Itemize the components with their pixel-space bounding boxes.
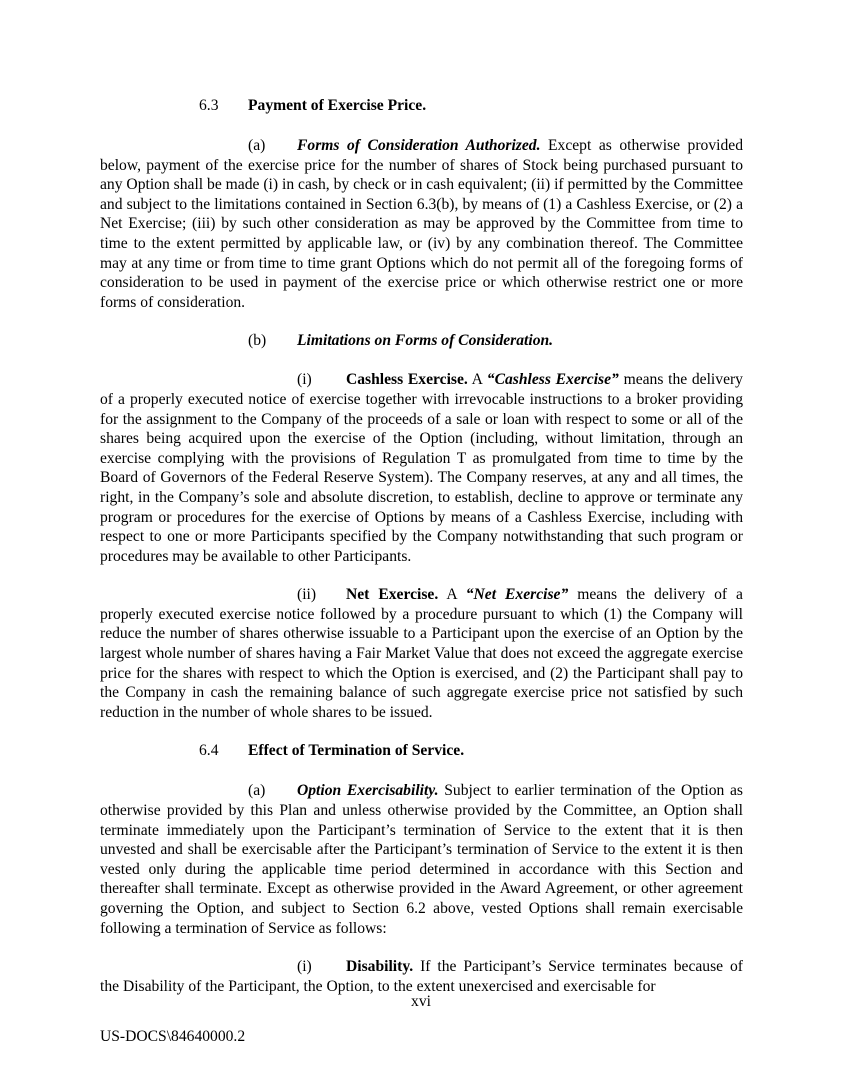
paragraph-6-3-b-ii	[100, 585, 743, 722]
section-title: Effect of Termination of Service.	[248, 742, 465, 760]
document-id: US-DOCS\84640000.2	[100, 1028, 246, 1045]
subclause-title: Cashless Exercise.	[346, 371, 468, 389]
subclause-pre: A	[467, 371, 487, 389]
subclause-text: means the delivery of a properly executed notice of exercise together with irrevocable instructions to a broker providing for the assignment to the Company of the proceeds of a sale or loan with respect to some or all of the shares being acquired upon the exercise of the Option (including, without limitation, through an exercise complying with the provisions of Regulation T as promulgated from time to time by the Board of Governors of the Federal Reserve System). The Company reserves, at any and all times, the right, in the Company’s sole and absolute discretion, to establish, decline to approve or terminate any program or procedures for the exercise of Options by means of a Cashless Exercise, including with respect to one or more Participants specified by the Company notwithstanding that such program or procedures may be available to other Participants.	[100, 371, 743, 565]
page-number: xvi	[411, 993, 431, 1010]
clause-label: (a)	[248, 782, 266, 800]
clause-label: (b)	[248, 332, 267, 350]
section-number: 6.3	[199, 97, 219, 114]
clause-6-3-b-heading	[100, 331, 743, 351]
clause-label: (a)	[248, 137, 266, 154]
section-6-3-heading	[100, 96, 743, 116]
subclause-text: If the Participant’s Service terminates because of the Disability of the Participant, the Option, to the extent unexercised and exercisable for	[100, 958, 743, 995]
clause-title: Option Exercisability.	[297, 782, 439, 800]
paragraph-6-3-a	[100, 136, 743, 312]
section-title: Payment of Exercise Price.	[248, 97, 427, 114]
defined-term: “Cashless Exercise”	[486, 371, 619, 389]
subclause-pre: A	[438, 586, 466, 604]
subclause-title: Disability.	[346, 958, 414, 976]
clause-text: Except as otherwise provided below, payment of the exercise price for the number of shares of Stock being purchased pursuant to any Option shall be made (i) in cash, by check or in cash equivalent; (ii) if permitted by the Committee and subject to the limitations contained in Section 6.3(b), by means of (1) a Cashless Exercise, or (2) a Net Exercise; (iii) by such other consideration as may be approved by the Committee from time to time to the extent permitted by applicable law, or (iv) by any combination thereof. The Committee may at any time or from time to time grant Options which do not permit all of the foregoing forms of consideration to be used in payment of the exercise price or which otherwise restrict one or more forms of consideration.	[100, 137, 743, 311]
subclause-text: means the delivery of a properly executed exercise notice followed by a procedure pursuant to which (1) the Company will reduce the number of shares otherwise issuable to a Participant upon the exercise of an Option by the largest whole number of shares having a Fair Market Value that does not exceed the aggregate exercise price for the shares with respect to which the Option is exercised, and (2) the Participant shall pay to the Company in cash the remaining balance of such aggregate exercise price not satisfied by such reduction in the number of whole shares to be issued.	[100, 586, 743, 721]
paragraph-6-3-b-i	[100, 370, 743, 566]
document-page	[100, 96, 743, 1015]
section-number: 6.4	[199, 742, 219, 760]
paragraph-6-4-a	[100, 781, 743, 938]
subclause-label: (ii)	[297, 586, 317, 604]
clause-title: Forms of Consideration Authorized.	[297, 137, 541, 154]
subclause-label: (i)	[297, 371, 312, 389]
section-6-4-heading	[100, 741, 743, 761]
clause-text: Subject to earlier termination of the Option as otherwise provided by this Plan and unless otherwise provided by the Committee, an Option shall terminate immediately upon the Participant’s termination of Service to the extent that it is then unvested and shall be exercisable after the Participant’s termination of Service to the extent it is then vested only during the applicable time period determined in accordance with this Section and thereafter shall terminate. Except as otherwise provided in the Award Agreement, or other agreement governing the Option, and subject to Section 6.2 above, vested Options shall remain exercisable following a termination of Service as follows:	[100, 782, 744, 937]
paragraph-6-4-i	[100, 957, 743, 996]
subclause-title: Net Exercise.	[346, 586, 439, 604]
defined-term: “Net Exercise”	[465, 586, 569, 604]
subclause-label: (i)	[297, 958, 312, 976]
clause-title: Limitations on Forms of Consideration.	[297, 332, 554, 350]
